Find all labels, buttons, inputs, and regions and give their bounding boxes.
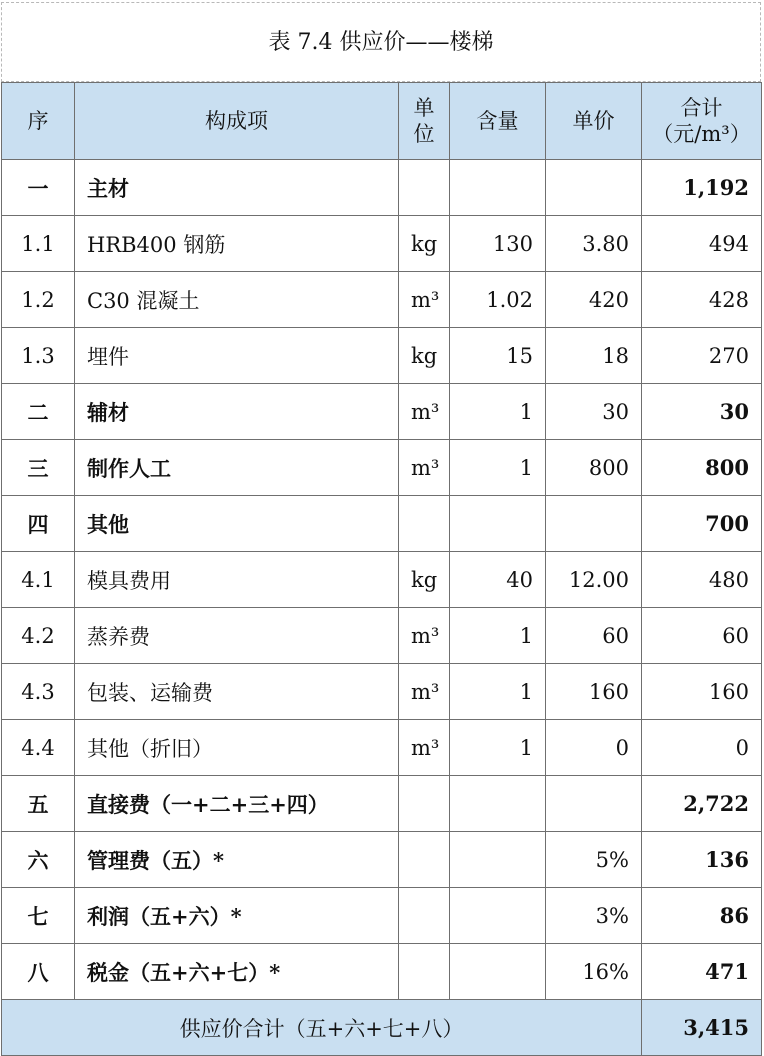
price-table [1,82,762,1056]
table-row [2,720,762,776]
cell-qty: 1 [450,664,546,720]
cell-unit: m³ [399,440,450,496]
cell-total: 136 [642,832,762,888]
table-row [2,496,762,552]
cell-unit: kg [399,552,450,608]
cell-total: 2,722 [642,776,762,832]
table-row [2,216,762,272]
cell-total: 428 [642,272,762,328]
cell-seq: 五 [2,776,75,832]
cell-unit: m³ [399,272,450,328]
cell-price: 800 [546,440,642,496]
total-value: 3,415 [642,1000,762,1056]
cell-price: 16% [546,944,642,1000]
cell-total: 0 [642,720,762,776]
title-box [1,2,761,82]
table-row [2,272,762,328]
cell-qty [450,944,546,1000]
cell-total: 30 [642,384,762,440]
cell-total: 471 [642,944,762,1000]
cell-price [546,160,642,216]
table-row [2,944,762,1000]
cell-unit: m³ [399,608,450,664]
cell-qty: 1.02 [450,272,546,328]
header-seq: 序 [2,83,75,160]
cell-unit [399,160,450,216]
cell-seq: 4.2 [2,608,75,664]
cell-seq: 1.3 [2,328,75,384]
table-row [2,328,762,384]
header-price: 单价 [546,83,642,160]
table-row [2,776,762,832]
cell-qty: 1 [450,384,546,440]
cell-price: 3.80 [546,216,642,272]
cell-item: 埋件 [75,328,399,384]
cell-total: 270 [642,328,762,384]
cell-qty: 1 [450,608,546,664]
cell-price [546,496,642,552]
cell-qty [450,160,546,216]
table-title: 表 7.4 供应价——楼梯 [268,30,494,55]
cell-price: 3% [546,888,642,944]
header-item: 构成项 [75,83,399,160]
table-body [2,160,762,1000]
header-qty: 含量 [450,83,546,160]
cell-unit [399,496,450,552]
cell-item: 税金（五+六+七）* [75,944,399,1000]
cell-qty [450,888,546,944]
header-unit [399,83,450,160]
total-label: 供应价合计（五+六+七+八） [2,1000,642,1056]
cell-item: 辅材 [75,384,399,440]
table-row [2,664,762,720]
table-row [2,440,762,496]
cell-item: C30 混凝土 [75,272,399,328]
cell-price: 5% [546,832,642,888]
cell-seq: 八 [2,944,75,1000]
table-row [2,384,762,440]
cell-price: 18 [546,328,642,384]
cell-unit [399,776,450,832]
cell-qty: 40 [450,552,546,608]
cell-item: HRB400 钢筋 [75,216,399,272]
cell-seq: 一 [2,160,75,216]
cell-qty: 1 [450,440,546,496]
cell-seq: 4.4 [2,720,75,776]
header-total-line1: 合计 [680,95,723,120]
cell-unit [399,944,450,1000]
cell-seq: 1.1 [2,216,75,272]
cell-price: 420 [546,272,642,328]
cell-price: 160 [546,664,642,720]
header-total-line2: （元/m³） [652,122,751,146]
cell-unit [399,832,450,888]
table-row [2,552,762,608]
cell-total: 60 [642,608,762,664]
cell-seq: 三 [2,440,75,496]
cell-unit: m³ [399,664,450,720]
cell-qty: 1 [450,720,546,776]
header-total [642,83,762,160]
cell-qty: 130 [450,216,546,272]
cell-qty [450,832,546,888]
cell-price: 30 [546,384,642,440]
cell-item: 主材 [75,160,399,216]
header-unit-line1: 单 [413,95,435,120]
cell-item: 蒸养费 [75,608,399,664]
cell-qty [450,776,546,832]
cell-total: 86 [642,888,762,944]
cell-seq: 4.1 [2,552,75,608]
cell-qty [450,496,546,552]
cell-price: 12.00 [546,552,642,608]
cell-price [546,776,642,832]
cell-item: 直接费（一+二+三+四） [75,776,399,832]
cell-seq: 1.2 [2,272,75,328]
cell-item: 其他 [75,496,399,552]
cell-unit: kg [399,216,450,272]
header-row [2,83,762,160]
cell-unit: m³ [399,384,450,440]
cell-item: 模具费用 [75,552,399,608]
table-row [2,832,762,888]
cell-unit: m³ [399,720,450,776]
cell-price: 0 [546,720,642,776]
cell-item: 其他（折旧） [75,720,399,776]
cell-unit: kg [399,328,450,384]
cell-total: 480 [642,552,762,608]
cell-item: 制作人工 [75,440,399,496]
cell-price: 60 [546,608,642,664]
cell-total: 494 [642,216,762,272]
table-row [2,608,762,664]
total-row [2,1000,762,1056]
cell-qty: 15 [450,328,546,384]
cell-item: 利润（五+六）* [75,888,399,944]
table-row [2,160,762,216]
cell-unit [399,888,450,944]
cell-total: 160 [642,664,762,720]
cell-total: 1,192 [642,160,762,216]
cell-item: 包装、运输费 [75,664,399,720]
cell-item: 管理费（五）* [75,832,399,888]
cell-total: 700 [642,496,762,552]
header-unit-line2: 位 [413,122,435,146]
cell-total: 800 [642,440,762,496]
cell-seq: 二 [2,384,75,440]
cell-seq: 4.3 [2,664,75,720]
table-row [2,888,762,944]
cell-seq: 四 [2,496,75,552]
cell-seq: 七 [2,888,75,944]
cell-seq: 六 [2,832,75,888]
